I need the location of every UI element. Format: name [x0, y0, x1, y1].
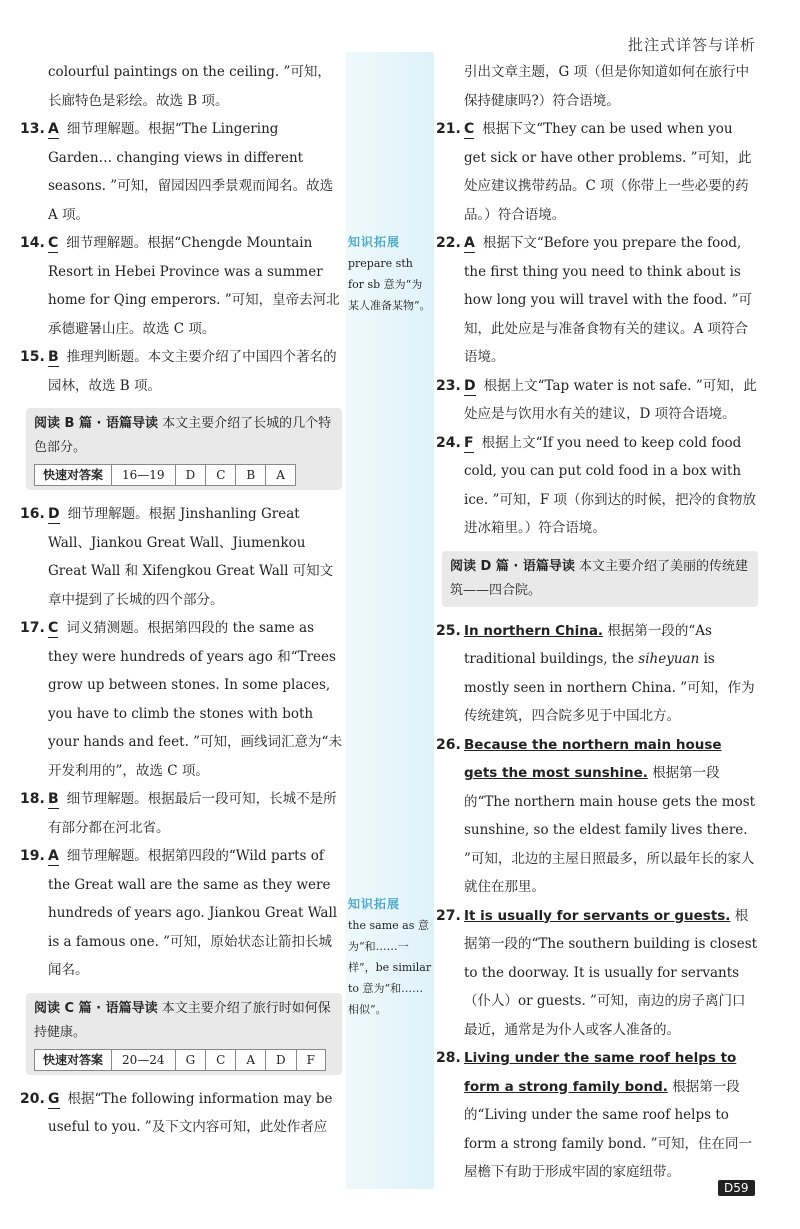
question-21 [436, 115, 758, 229]
question-number: 23. [436, 377, 461, 394]
answer-letter: G [48, 1090, 60, 1107]
margin-notes-column [346, 52, 434, 1189]
question-number: 26. [436, 736, 461, 753]
page-header: 批注式详答与详析 [627, 36, 756, 54]
guide-title: 阅读 C 篇 · 语篇导读 [34, 1000, 158, 1016]
guide-text: 本文主要介绍了旅行时如何保持健康。 [34, 1000, 331, 1040]
question-number: 16. [20, 506, 45, 522]
question-number: 25. [436, 622, 461, 639]
answer-cell: F [296, 1049, 325, 1070]
knowledge-note-1 [348, 232, 432, 316]
answer-cell: D [266, 1049, 297, 1070]
italic-term: siheyuan [638, 651, 700, 667]
guide-text: 本文主要介绍了美丽的传统建筑——四合院。 [450, 558, 748, 598]
answer-letter: C [48, 235, 59, 251]
note-title: 知识拓展 [348, 235, 401, 249]
question-22 [436, 229, 758, 372]
explanation: 根据第一段的“As traditional buildings, the [464, 622, 712, 667]
question-number: 27. [436, 907, 461, 924]
answer-cell: A [236, 1049, 266, 1070]
question-number: 18. [20, 791, 45, 807]
question-number: 24. [436, 434, 461, 451]
explanation: 词义猜测题。根据第四段的 the same as they were hundreds of years ago 和“Trees grow up between stones. In some places, you have to climb the stones with both your hands and feet. ”可知，画线词汇意为“未开发利用的”，故选 C 项。 [48, 620, 342, 779]
explanation: 根据上文“If you need to keep cold food cold, you can put cold food in a box with ice. ”可知，F 项（你到达的时候，把冷的食物放进冰箱里。）符合语境。 [464, 434, 757, 536]
answer-range: 20—24 [112, 1049, 176, 1070]
question-19 [20, 842, 342, 985]
quick-answer-label: 快速对答案 [35, 1049, 112, 1070]
answer-cell: C [206, 465, 236, 486]
question-number: 20. [20, 1090, 45, 1107]
question-14 [20, 229, 342, 343]
answer-cell: B [236, 465, 266, 486]
page-number: D59 [718, 1180, 755, 1196]
answer-cell: C [206, 1049, 236, 1070]
question-18 [20, 785, 342, 842]
note-text: prepare sth for sb 意为“为某人准备某物”。 [348, 257, 431, 312]
knowledge-note-2 [348, 894, 432, 1020]
answer-sentence: It is usually for servants or guests. [464, 907, 731, 924]
explanation: 根据下文“Before you prepare the food, the first thing you need to think about is how long you will travel with the food. ”可知，此处应是与准备食物有关的建议。A 项符合语境。 [464, 235, 752, 365]
explanation: 细节理解题。根据“Chengde Mountain Resort in Hebei Province was a summer home for Qing emperors. ”可知，皇帝去河北承德避暑山庄。故选 C 项。 [48, 235, 340, 337]
answer-letter: A [464, 235, 475, 251]
answer-letter: D [464, 377, 476, 394]
question-23 [436, 372, 758, 429]
explanation: 细节理解题。根据第四段的“Wild parts of the Great wall are the same as they were hundreds of years ago. Jiankou Great Wall is a famous one. ”可知，原始状态让箭扣长城闻名。 [48, 848, 338, 978]
right-column [436, 58, 758, 1187]
question-16 [20, 500, 342, 614]
answer-cell: G [175, 1049, 206, 1070]
answer-letter: A [48, 848, 59, 864]
note-text: the same as 意为“和……一样”，be similar to 意为“和……相似”。 [348, 919, 432, 1016]
answer-range: 16—19 [112, 465, 176, 486]
answer-letter: D [48, 506, 60, 522]
passage-d-guide [442, 551, 758, 607]
question-15 [20, 343, 342, 400]
continued-text: 引出文章主题，G 项（但是你知道如何在旅行中保持健康吗?）符合语境。 [464, 64, 750, 109]
question-number: 15. [20, 349, 45, 365]
question-26 [436, 731, 758, 902]
guide-title: 阅读 B 篇 · 语篇导读 [34, 416, 158, 431]
explanation: 推理判断题。本文主要介绍了中国四个著名的园林，故选 B 项。 [48, 349, 337, 394]
answer-cell: A [266, 465, 296, 486]
question-24 [436, 429, 758, 543]
question-number: 13. [20, 121, 45, 137]
question-28 [436, 1044, 758, 1187]
answer-cell: D [175, 465, 206, 486]
answer-letter: C [48, 620, 59, 636]
answer-letter: F [464, 434, 474, 451]
quick-answer-label: 快速对答案 [35, 465, 112, 486]
explanation: 根据第一段的“Living under the same roof helps to form a strong family bond. ”可知，住在同一屋檐下有助于形成牢固的家庭纽带。 [464, 1078, 753, 1180]
explanation: 根据第一段的“The southern building is closest to the doorway. It is usually for servants（仆人）or guests. ”可知，南边的房子离门口最近，通常是为仆人或客人准备的。 [464, 907, 758, 1038]
quick-answer-table [34, 464, 296, 486]
question-number: 21. [436, 121, 461, 137]
question-17 [20, 614, 342, 785]
explanation: 根据第一段的“The northern main house gets the most sunshine, so the eldest family lives there. ”可知，北边的主屋日照最多，所以最年长的家人就住在那里。 [464, 765, 756, 895]
question-number: 28. [436, 1050, 461, 1066]
answer-letter: C [464, 121, 475, 137]
answer-letter: B [48, 791, 59, 807]
answer-letter: A [48, 121, 59, 137]
explanation: 细节理解题。根据 Jinshanling Great Wall、Jiankou Great Wall、Jiumenkou Great Wall 和 Xifengkou Great Wall 可知文章中提到了长城的四个部分。 [48, 506, 334, 608]
answer-sentence: Living under the same roof helps to form a strong family bond. [464, 1050, 737, 1095]
passage-b-guide [26, 408, 342, 490]
explanation: 根据上文“Tap water is not safe. ”可知，此处应是与饮用水有关的建议，D 项符合语境。 [464, 377, 757, 422]
left-column [20, 58, 342, 1142]
explanation-cont: is mostly seen in northern China. ”可知，作为传统建筑，四合院多见于中国北方。 [464, 651, 755, 724]
guide-title: 阅读 D 篇 · 语篇导读 [450, 558, 575, 574]
explanation: 细节理解题。根据最后一段可知，长城不是所有部分都在河北省。 [48, 791, 337, 836]
answer-sentence: Because the northern main house gets the most sunshine. [464, 736, 722, 781]
question-number: 17. [20, 620, 45, 636]
guide-text: 本文主要介绍了长城的几个特色部分。 [34, 416, 332, 455]
answer-sentence: In northern China. [464, 622, 604, 639]
question-13 [20, 115, 342, 229]
note-title: 知识拓展 [348, 897, 401, 911]
question-number: 19. [20, 848, 45, 864]
continued-text: colourful paintings on the ceiling. ”可知，长廊特色是彩绘。故选 B 项。 [48, 64, 331, 109]
explanation: 根据下文“They can be used when you get sick or have other problems. ”可知，此处应建议携带药品。C 项（你带上一些必要的药品。）符合语境。 [464, 121, 752, 223]
quick-answer-table [34, 1049, 326, 1071]
question-20 [20, 1085, 342, 1142]
question-25 [436, 617, 758, 731]
passage-c-guide [26, 993, 342, 1075]
question-27 [436, 902, 758, 1045]
explanation: 根据“The following information may be useful to you. ”及下文内容可知，此处作者应 [48, 1090, 333, 1135]
answer-letter: B [48, 349, 59, 365]
question-number: 22. [436, 235, 461, 251]
question-number: 14. [20, 235, 45, 251]
explanation: 细节理解题。根据“The Lingering Garden… changing views in different seasons. ”可知，留园因四季景观而闻名。故选 A 项。 [48, 121, 334, 223]
